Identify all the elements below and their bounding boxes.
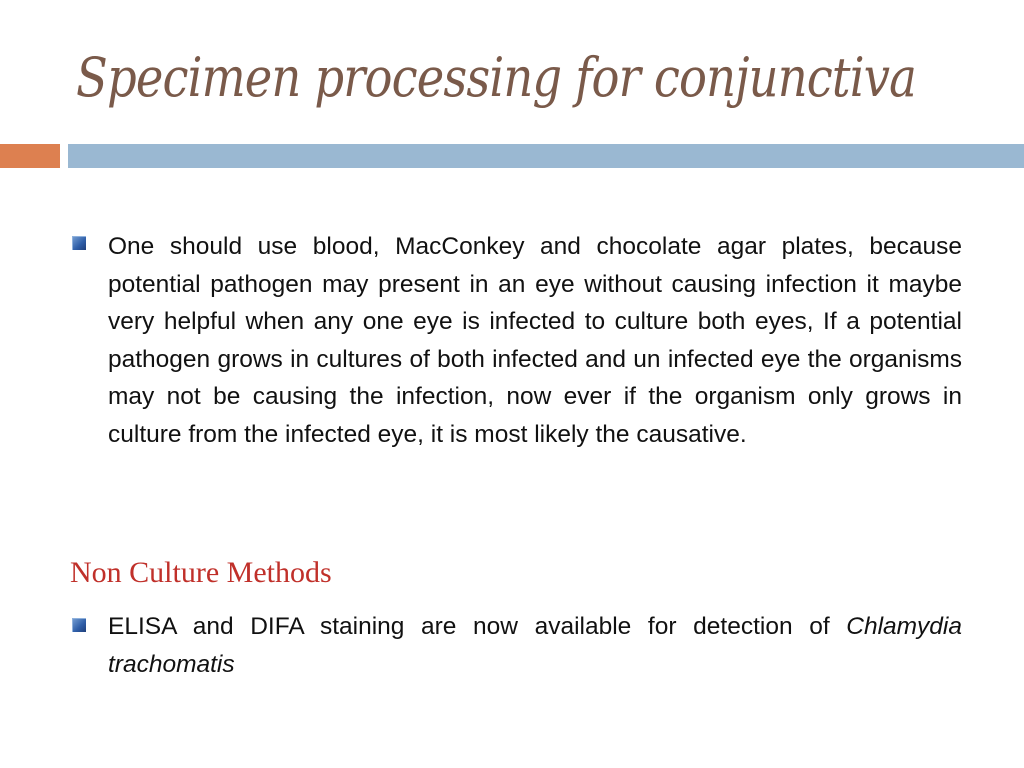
blue-accent-bar (68, 144, 1024, 168)
bullet-paragraph-2-text: ELISA and DIFA staining are now available for detection of (108, 613, 847, 640)
square-bullet-icon (72, 618, 86, 632)
organism-name: Chlamydia trachomatis (108, 613, 962, 678)
slide-title: Specimen processing for conjunctiva (76, 46, 916, 109)
bullet-paragraph-1: One should use blood, MacConkey and chocolate agar plates, because potential pathogen may present in an eye without causing infection it maybe very helpful when any one eye is infected to culture both eyes, If a potential pathogen grows in cultures of both infected and un infected eye the organisms may not be causing the infection, now ever if the organism only grows in culture from the infected eye, it is most likely the causative. (108, 233, 962, 448)
orange-accent-bar (0, 144, 60, 168)
bullet-paragraph-2 (108, 608, 962, 683)
square-bullet-icon (72, 236, 86, 250)
section-heading: Non Culture Methods (70, 556, 332, 589)
